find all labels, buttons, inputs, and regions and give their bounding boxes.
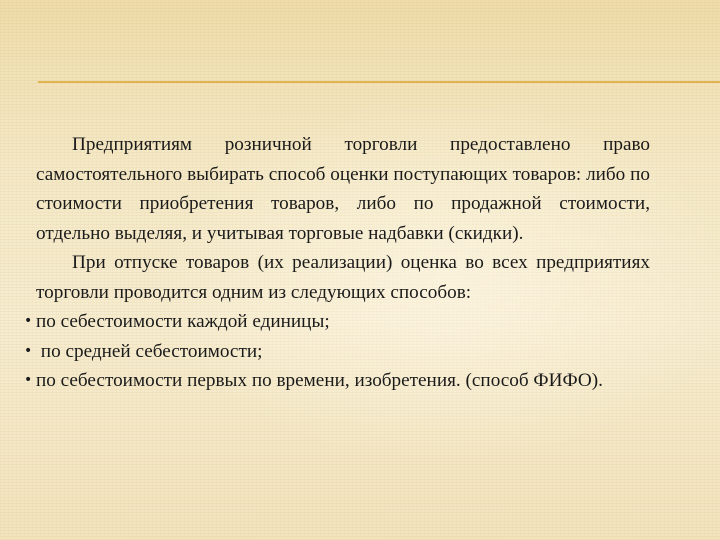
list-item-text: по средней себестоимости; — [36, 340, 263, 362]
paragraph-valuation-methods: При отпуске товаров (их реализации) оценка во всех предприятиях торговли проводится одним из следующих способов: — [36, 252, 650, 303]
bullet-icon: • — [24, 313, 33, 329]
paragraph-valuation-rights: Предприятиям розничной торговли предоставлено право самостоятельного выбирать способ оценки поступающих товаров: либо по стоимости приобретения товаров, либо по продажной стоимости, отдельно выделяя, и учитывая торговые надбавки (скидки). — [36, 134, 650, 244]
list-item-text: по себестоимости каждой единицы; — [36, 311, 330, 332]
list-item — [24, 366, 650, 396]
list-item — [24, 337, 650, 367]
slide-body — [24, 130, 650, 396]
list-item-text: по себестоимости первых по времени, изобретения. (способ ФИФО). — [36, 370, 603, 391]
bullet-icon: • — [24, 342, 33, 359]
list-item — [24, 307, 650, 337]
header-divider-line — [38, 81, 720, 83]
valuation-methods-list — [24, 307, 650, 396]
bullet-icon: • — [24, 372, 33, 388]
